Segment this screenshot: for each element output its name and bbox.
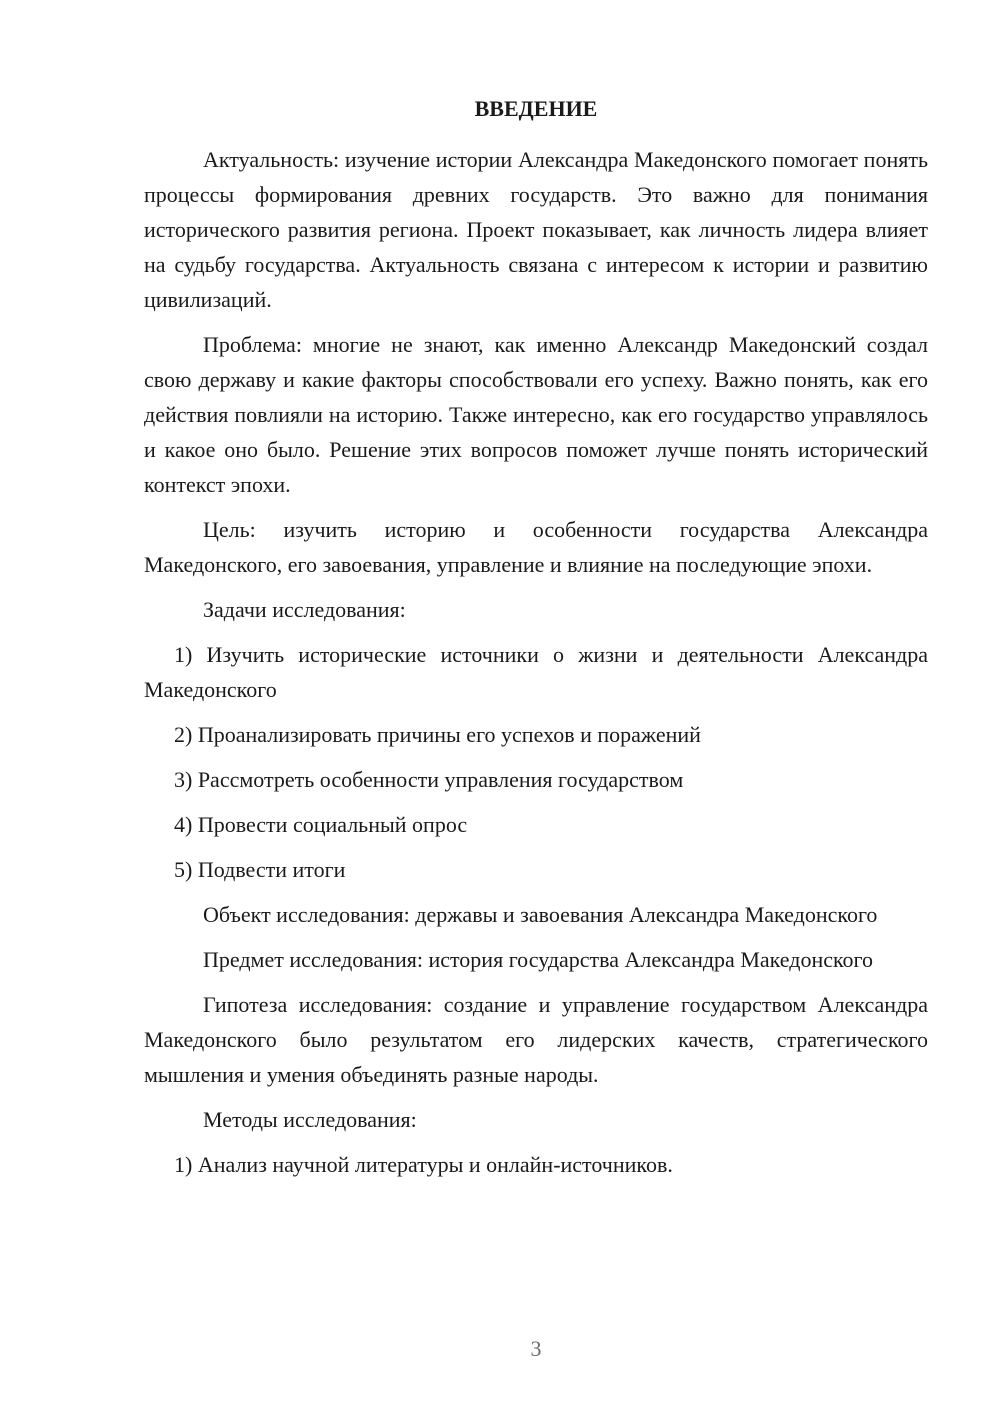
subject-paragraph: Предмет исследования: история государства Александра Македонского <box>203 947 874 972</box>
hypothesis-paragraph: Гипотеза исследования: создание и управление государством Александра Македонского было результатом его лидерских качеств, стратегического мышления и умения объединять разные народы. <box>144 992 928 1087</box>
page-number: 3 <box>530 1336 542 1361</box>
task-item: 4) Провести социальный опрос <box>174 812 468 837</box>
page-title: ВВЕДЕНИЕ <box>474 96 598 121</box>
method-item: 1) Анализ научной литературы и онлайн-источников. <box>174 1152 673 1177</box>
tasks-heading: Задачи исследования: <box>203 597 406 622</box>
methods-heading: Методы исследования: <box>203 1107 417 1132</box>
object-paragraph: Объект исследования: державы и завоевания Александра Македонского <box>203 902 878 927</box>
document-page <box>144 94 928 1192</box>
task-item: 2) Проанализировать причины его успехов и поражений <box>174 722 701 747</box>
task-item: 3) Рассмотреть особенности управления государством <box>174 767 684 792</box>
task-item: 5) Подвести итоги <box>174 857 346 882</box>
goal-paragraph: Цель: изучить историю и особенности государства Александра Македонского, его завоевания, управление и влияние на последующие эпохи. <box>144 517 928 577</box>
relevance-paragraph: Актуальность: изучение истории Александра Македонского помогает понять процессы формирования древних государств. Это важно для понимания исторического развития региона. Проект показывает, как личность лидера влияет на судьбу государства. Актуальность связана с интересом к истории и развитию цивилизаций. <box>144 147 928 312</box>
problem-paragraph: Проблема: многие не знают, как именно Александр Македонский создал свою державу и какие факторы способствовали его успеху. Важно понять, как его действия повлияли на историю. Также интересно, как его государство управлялось и какое оно было. Решение этих вопросов поможет лучше понять исторический контекст эпохи. <box>144 332 928 497</box>
task-item: 1) Изучить исторические источники о жизни и деятельности Александра Македонского <box>144 642 928 702</box>
